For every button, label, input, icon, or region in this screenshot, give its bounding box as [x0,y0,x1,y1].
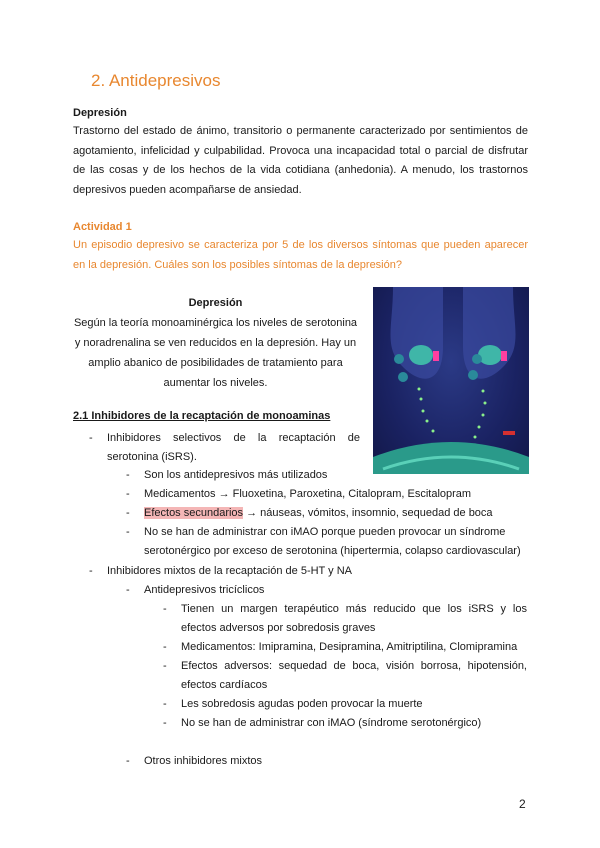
info-box-text: Según la teoría monoaminérgica los niveles de serotonina y noradrenalina se ven reducidos en la depresión. Hay un amplio abanico de posibilidades de tratamiento para aumentar los niveles. [73,317,358,389]
list-item: - Son los antidepresivos más utilizados [126,469,328,481]
list-item-otros: - Otros inhibidores mixtos [126,755,262,767]
list-item: - Tienen un margen terapéutico más reducido que los iSRS y los efectos adversos por sobredosis graves [163,603,527,634]
isrs-label: Inhibidores selectivos de la recaptación de serotonina (iSRS). [107,432,360,463]
synapse-figure [373,287,529,474]
page-number: 2 [519,797,526,811]
list-item: - Medicamentos → Fluoxetina, Paroxetina, Citalopram, Escitalopram [126,488,472,500]
info-box [73,293,358,393]
depresion-text: Trastorno del estado de ánimo, transitorio o permanente caracterizado por sentimientos de agotamiento, infelicidad y culpabilidad. Provoca una incapacidad total o parcial de disfrutar de las cosas y de los hechos de la vida cotidiana (anhedonia). A menudo, los trastornos depresivos pueden acompañarse de ansiedad. [73,125,528,196]
list-item-isrs: - Inhibidores selectivos de la recaptación de serotonina (iSRS). [89,432,360,463]
section-title: 2.1 Inhibidores de la recaptación de monoaminas [73,410,331,422]
page-title: 2. Antidepresivos [91,71,221,90]
list-item: - Les sobredosis agudas poden provocar la muerte [163,698,423,710]
info-box-heading: Depresión [188,297,243,309]
list-item-mixtos: - Inhibidores mixtos de la recaptación de 5-HT y NA [89,565,352,577]
list-item-warning: - No se han de administrar con iMAO porque pueden provocar un síndrome serotonérgico por exceso de serotonina (hipertermia, colapso cardiovascular) [126,526,521,557]
actividad-text: Un episodio depresivo se caracteriza por 5 de los diversos síntomas que pueden aparecer en la depresión. Cuáles son los posibles síntomas de la depresión? [73,239,528,271]
list-item-efectos: - Efectos secundarios → náuseas, vómitos, insomnio, sequedad de boca [126,507,493,519]
list-item: - Efectos adversos: sequedad de boca, visión borrosa, hipotensión, efectos cardíacos [163,660,527,691]
list-item-triciclicos: - Antidepresivos tricíclicos [126,584,265,596]
efectos-highlight: Efectos secundarios [144,507,244,519]
depresion-heading: Depresión [73,107,127,119]
synapse-illustration [373,287,529,474]
list-item: - No se han de administrar con iMAO (síndrome serotonérgico) [163,717,482,729]
actividad-heading: Actividad 1 [73,221,132,233]
list-item: - Medicamentos: Imipramina, Desipramina, Amitriptilina, Clomipramina [163,641,518,653]
